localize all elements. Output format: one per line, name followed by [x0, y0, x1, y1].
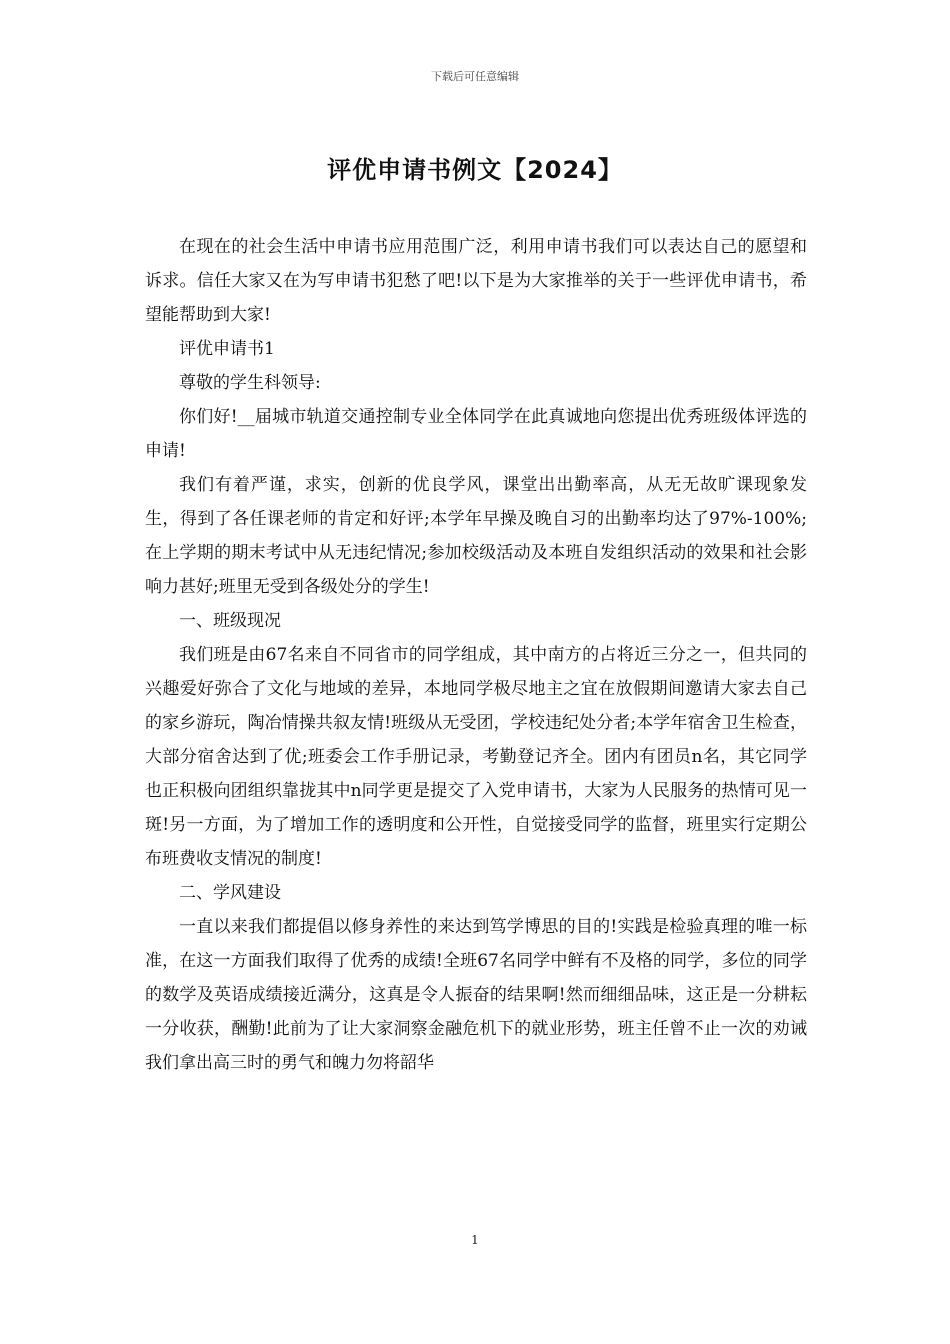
section-heading-1: 一、班级现况	[179, 611, 281, 631]
paragraph-greeting: 你们好!__届城市轨道交通控制专业全体同学在此真诚地向您提出优秀班级体评选的申请!	[145, 407, 807, 461]
page-number: 1	[471, 1233, 479, 1247]
document-title: 评优申请书例文【2024】	[327, 156, 623, 184]
paragraph-salutation: 尊敬的学生科领导:	[179, 373, 321, 393]
paragraph-subtitle: 评优申请书1	[179, 339, 275, 359]
paragraph-intro: 在现在的社会生活中申请书应用范围广泛，利用申请书我们可以表达自己的愿望和诉求。信任大家又在为写申请书犯愁了吧!以下是为大家推举的关于一些评优申请书，希望能帮助到大家!	[145, 237, 807, 325]
paragraph-overview: 我们有着严谨，求实，创新的优良学风，课堂出出勤率高，从无无故旷课现象发生，得到了各任课老师的肯定和好评;本学年早操及晚自习的出勤率均达了97%-100%;在上学期的期末考试中从无违纪情况;参加校级活动及本班自发组织活动的效果和社会影响力甚好;班里无受到各级处分的学生!	[145, 475, 807, 597]
paragraph-study-style: 一直以来我们都提倡以修身养性的来达到笃学博思的目的!实践是检验真理的唯一标准，在这一方面我们取得了优秀的成绩!全班67名同学中鲜有不及格的同学，多位的同学的数学及英语成绩接近满分，这真是令人振奋的结果啊!然而细细品味，这正是一分耕耘一分收获，酬勤!此前为了让大家洞察金融危机下的就业形势，班主任曾不止一次的劝诫我们拿出高三时的勇气和魄力勿将韶华	[145, 917, 807, 1073]
document-body	[145, 230, 807, 1080]
section-heading-2: 二、学风建设	[179, 883, 281, 903]
paragraph-class-status: 我们班是由67名来自不同省市的同学组成，其中南方的占将近三分之一，但共同的兴趣爱好弥合了文化与地域的差异，本地同学极尽地主之宜在放假期间邀请大家去自己的家乡游玩，陶冶情操共叙友情!班级从无受团，学校违纪处分者;本学年宿舍卫生检查，大部分宿舍达到了优;班委会工作手册记录，考勤登记齐全。团内有团员n名，其它同学也正积极向团组织靠拢其中n同学更是提交了入党申请书，大家为人民服务的热情可见一斑!另一方面，为了增加工作的透明度和公开性，自觉接受同学的监督，班里实行定期公布班费收支情况的制度!	[145, 645, 807, 869]
header-note: 下载后可任意编辑	[431, 70, 519, 83]
